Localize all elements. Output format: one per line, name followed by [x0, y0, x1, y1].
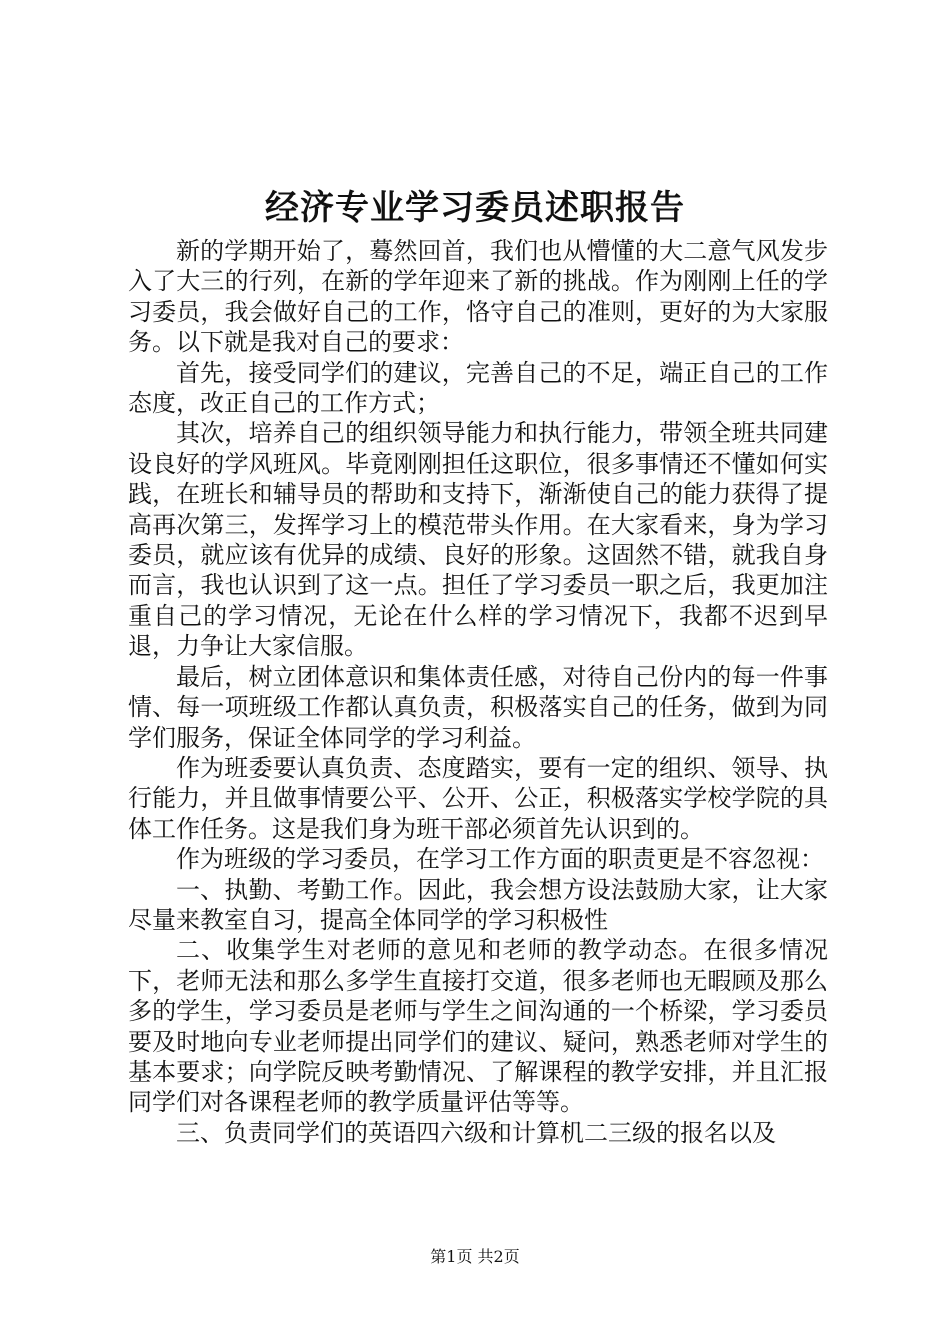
paragraph: 作为班级的学习委员，在学习工作方面的职责更是不容忽视：: [176, 845, 824, 874]
paragraph: 作为班委要认真负责、态度踏实，要有一定的组织、领导、执行能力，并且做事情要公平、公开、公正，积极落实学校学院的具体工作任务。这是我们身为班干部必须首先认识到的。: [128, 753, 828, 843]
document-body: [128, 236, 828, 1148]
page-footer: 第1页 共2页: [430, 1247, 520, 1266]
paragraph: 新的学期开始了，蓦然回首，我们也从懵懂的大二意气风发步入了大三的行列，在新的学年迎来了新的挑战。作为刚刚上任的学习委员，我会做好自己的工作，恪守自己的准则，更好的为大家服务。以下就是我对自己的要求：: [128, 237, 828, 357]
paragraph: 一、执勤、考勤工作。因此，我会想方设法鼓励大家，让大家尽量来教室自习，提高全体同学的学习积极性: [128, 875, 828, 934]
paragraph: 其次，培养自己的组织领导能力和执行能力，带领全班共同建设良好的学风班风。毕竟刚刚担任这职位，很多事情还不懂如何实践，在班长和辅导员的帮助和支持下，渐渐使自己的能力获得了提高再次第三，发挥学习上的模范带头作用。在大家看来，身为学习委员，就应该有优异的成绩、良好的形象。这固然不错，就我自身而言，我也认识到了这一点。担任了学习委员一职之后，我更加注重自己的学习情况，无论在什么样的学习情况下，我都不迟到早退，力争让大家信服。: [128, 419, 828, 661]
paragraph: 三、负责同学们的英语四六级和计算机二三级的报名以及: [176, 1118, 776, 1147]
paragraph: 最后，树立团体意识和集体责任感，对待自己份内的每一件事情、每一项班级工作都认真负责，积极落实自己的任务，做到为同学们服务，保证全体同学的学习利益。: [128, 662, 828, 752]
document-title: 经济专业学习委员述职报告: [265, 188, 685, 228]
paragraph: 二、收集学生对老师的意见和老师的教学动态。在很多情况下，老师无法和那么多学生直接打交道，很多老师也无暇顾及那么多的学生，学习委员是老师与学生之间沟通的一个桥梁，学习委员要及时地向专业老师提出同学们的建议、疑问，熟悉老师对学生的基本要求；向学院反映考勤情况、了解课程的教学安排，并且汇报同学们对各课程老师的教学质量评估等等。: [128, 936, 828, 1117]
paragraph: 首先，接受同学们的建议，完善自己的不足，端正自己的工作态度，改正自己的工作方式；: [128, 358, 828, 418]
